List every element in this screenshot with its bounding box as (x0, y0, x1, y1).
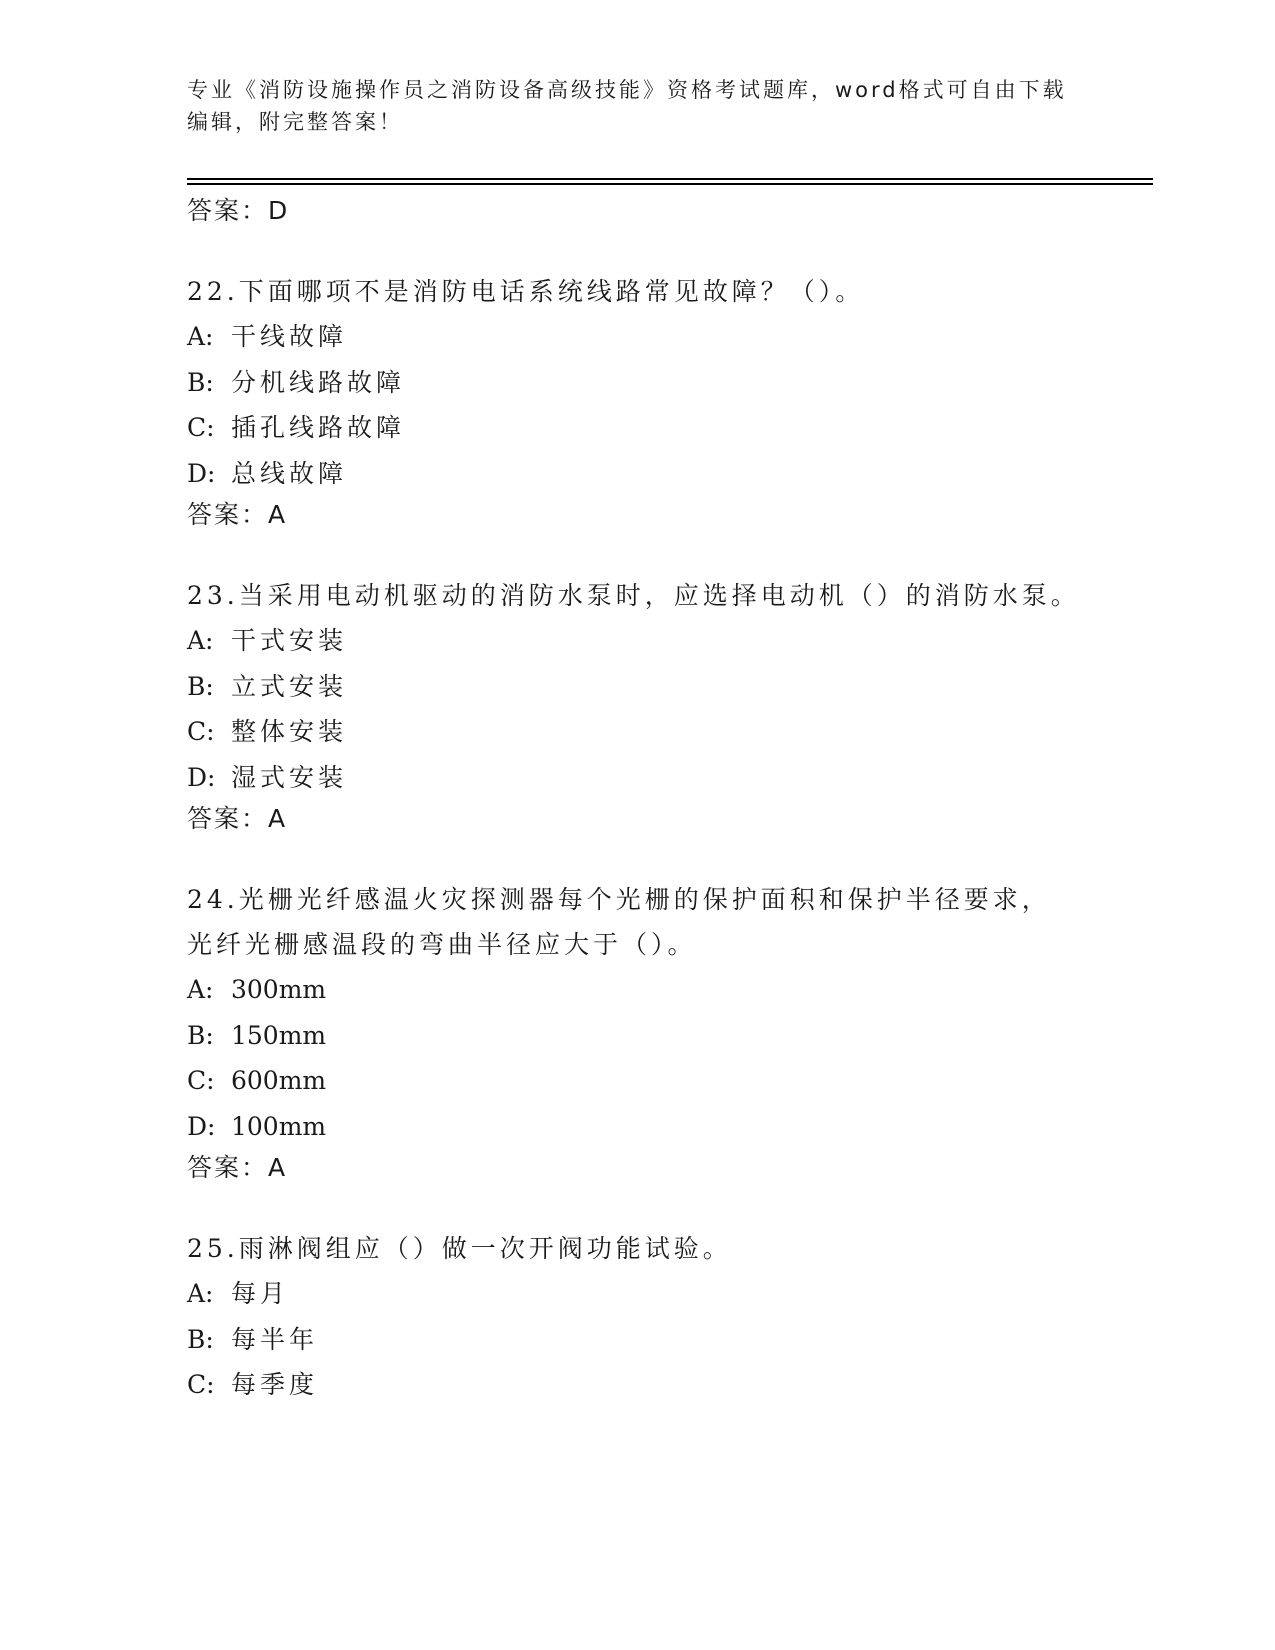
option-text: 150mm (231, 1020, 327, 1050)
option-a (187, 314, 1087, 360)
option-text: 每月 (231, 1279, 290, 1308)
option-a (187, 618, 1087, 664)
question-24 (187, 877, 1077, 1149)
header-divider-bottom (187, 183, 1153, 185)
document-header: 专业《消防设施操作员之消防设备高级技能》资格考试题库，word格式可自由下载编辑，附完整答案！ (187, 78, 1067, 134)
question-text: 23.当采用电动机驱动的消防水泵时，应选择电动机（）的消防水泵。 (187, 581, 1080, 610)
option-letter: A: (187, 322, 214, 351)
question-25 (187, 1226, 1087, 1408)
question-text: 25.雨淋阀组应（）做一次开阀功能试验。 (187, 1234, 732, 1263)
answer-q23: 答案：A (187, 804, 288, 833)
option-b (187, 1013, 1077, 1059)
option-letter: B: (187, 367, 214, 397)
header-divider-top (187, 178, 1153, 180)
option-a (187, 1271, 1087, 1317)
option-text: 干式安装 (231, 626, 348, 655)
option-d (187, 755, 1087, 801)
option-c (187, 1362, 1087, 1408)
option-c (187, 405, 1087, 451)
question-text: 24.光栅光纤感温火灾探测器每个光栅的保护面积和保护半径要求，光纤光栅感温段的弯曲半径应大于（）。 (187, 885, 1051, 959)
option-c (187, 1058, 1077, 1104)
option-letter: B: (187, 1020, 214, 1050)
option-b (187, 1317, 1087, 1363)
option-letter: A: (187, 626, 214, 655)
option-text: 分机线路故障 (231, 367, 406, 397)
question-22 (187, 269, 1087, 496)
option-letter: A: (187, 975, 214, 1004)
option-letter: D: (187, 458, 216, 488)
option-letter: A: (187, 1279, 214, 1308)
option-text: 总线故障 (231, 458, 348, 488)
option-text: 插孔线路故障 (231, 413, 406, 442)
answer-q24: 答案：A (187, 1153, 288, 1182)
answer-q21: 答案：D (187, 196, 290, 225)
option-text: 干线故障 (231, 322, 348, 351)
option-text: 立式安装 (231, 671, 348, 701)
option-text: 100mm (231, 1111, 327, 1141)
option-text: 湿式安装 (231, 762, 348, 792)
option-letter: D: (187, 762, 216, 792)
question-23 (187, 573, 1087, 800)
option-letter: C: (187, 413, 215, 442)
option-text: 每半年 (231, 1324, 319, 1354)
option-letter: D: (187, 1111, 216, 1141)
option-text: 300mm (231, 975, 327, 1004)
option-b (187, 360, 1087, 406)
option-letter: B: (187, 671, 214, 701)
option-d (187, 1104, 1077, 1150)
option-text: 整体安装 (231, 717, 348, 746)
option-c (187, 709, 1087, 755)
option-b (187, 664, 1087, 710)
option-a (187, 967, 1077, 1013)
option-letter: C: (187, 1370, 215, 1399)
option-d (187, 451, 1087, 497)
option-letter: C: (187, 717, 215, 746)
option-text: 600mm (231, 1066, 327, 1095)
question-text: 22.下面哪项不是消防电话系统线路常见故障？（）。 (187, 277, 865, 306)
option-letter: C: (187, 1066, 215, 1095)
answer-q22: 答案：A (187, 500, 288, 529)
option-text: 每季度 (231, 1370, 319, 1399)
option-letter: B: (187, 1324, 214, 1354)
